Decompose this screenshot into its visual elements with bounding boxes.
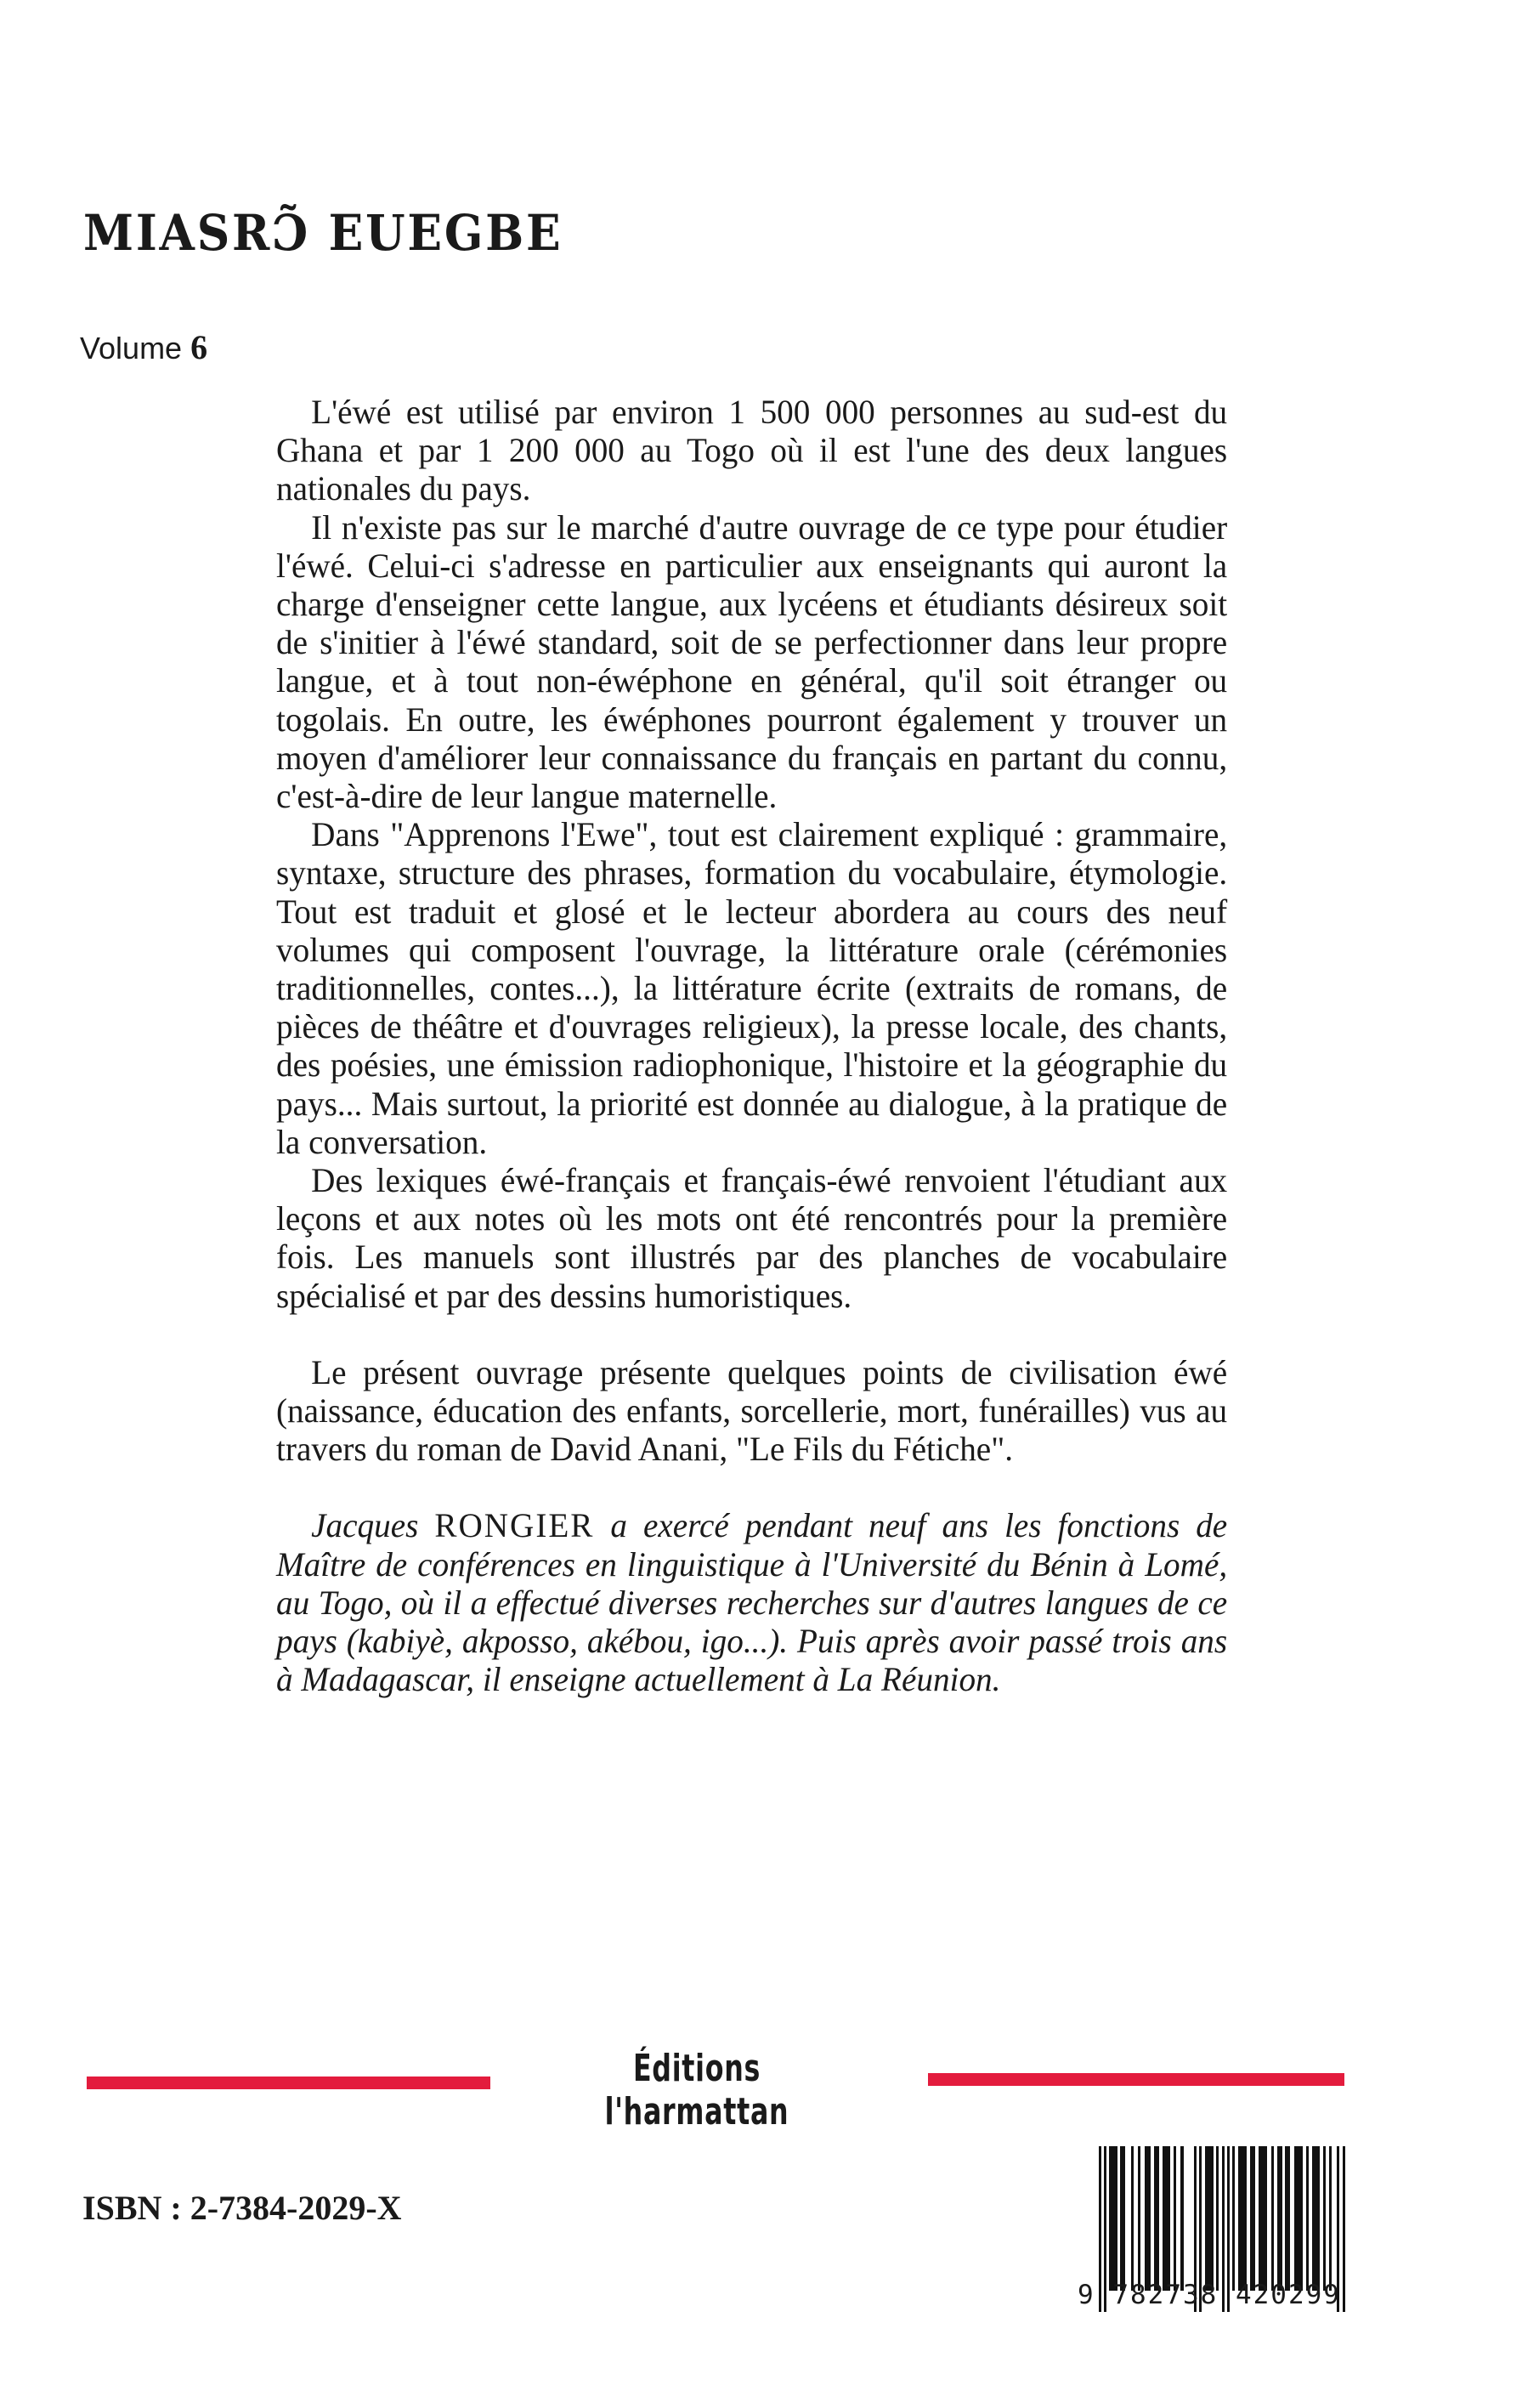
- paragraph-speakers: L'éwé est utilisé par environ 1 500 000 personnes au sud-est du Ghana et par 1 200 000 au Togo où il est l'une des deux langues nationales du pays.: [276, 393, 1228, 508]
- barcode-digits: 9 782738 420299: [1078, 2280, 1341, 2310]
- author-bio-text: a exercé pendant neuf ans les fonctions de Maître de conférences en linguistique à l'Université du Bénin à Lomé, au Togo, où il a effectué diverses recherches sur d'autres langues de ce pays (kabiyè, akposso, akébou, igo...). Puis après avoir passé trois ans à Madagascar, il enseigne actuellement à La Réunion.: [276, 1506, 1228, 1699]
- paragraph-audience: Il n'existe pas sur le marché d'autre ouvrage de ce type pour étudier l'éwé. Celui-ci s'adresse en particulier aux enseignants qui auront la charge d'enseigner cette langue, aux lycéens et étudiants désireux soit de s'initier à l'éwé standard, soit de se perfectionner dans leur propre langue, et à tout non-éwéphone en général, qu'il soit étranger ou togolais. En outre, les éwéphones pourront également y trouver un moyen d'améliorer leur connaissance du français en partant du connu, c'est-à-dire de leur langue maternelle.: [276, 507, 1228, 816]
- isbn: ISBN : 2-7384-2029-X: [82, 2189, 402, 2227]
- back-cover-text: [276, 393, 1227, 1699]
- author-last-name: RONGIER: [434, 1506, 595, 1545]
- author-bio: [276, 1506, 1227, 1698]
- left-red-bar: [87, 2077, 490, 2089]
- right-red-bar: [928, 2073, 1344, 2086]
- author-first-name: Jacques: [311, 1506, 419, 1545]
- paragraph-contents: Dans "Apprenons l'Ewe", tout est clairement expliqué : grammaire, syntaxe, structure des phrases, formation du vocabulaire, étymologie. Tout est traduit et glosé et le lecteur abordera au cours des neuf volumes qui composent l'ouvrage, la littérature orale (cérémonies traditionnelles, contes...), la littérature écrite (extraits de romans, de pièces de théâtre et d'ouvrages religieux), la presse locale, des chants, des poésies, une émission radiophonique, l'histoire et la géographie du pays... Mais surtout, la priorité est donnée au dialogue, à la pratique de la conversation.: [276, 815, 1228, 1161]
- series-title: MIASRƆ̃ EUEGBE: [83, 204, 563, 262]
- volume-word: Volume: [80, 331, 183, 365]
- volume-label: [80, 327, 207, 367]
- paragraph-present-volume: Le présent ouvrage présente quelques points de civilisation éwé (naissance, éducation des enfants, sorcellerie, mort, funérailles) vus au travers du roman de David Anani, "Le Fils du Fétiche".: [276, 1352, 1228, 1469]
- volume-number: 6: [190, 328, 208, 366]
- paragraph-lexicons: Des lexiques éwé-français et français-éwé renvoient l'étudiant aux leçons et aux notes où les mots ont été rencontrés pour la première fois. Les manuels sont illustrés par des planches de vocabulaire spécialisé et par des dessins humoristiques.: [276, 1161, 1228, 1315]
- publisher-logo: Éditions l'harmattan: [604, 2047, 789, 2133]
